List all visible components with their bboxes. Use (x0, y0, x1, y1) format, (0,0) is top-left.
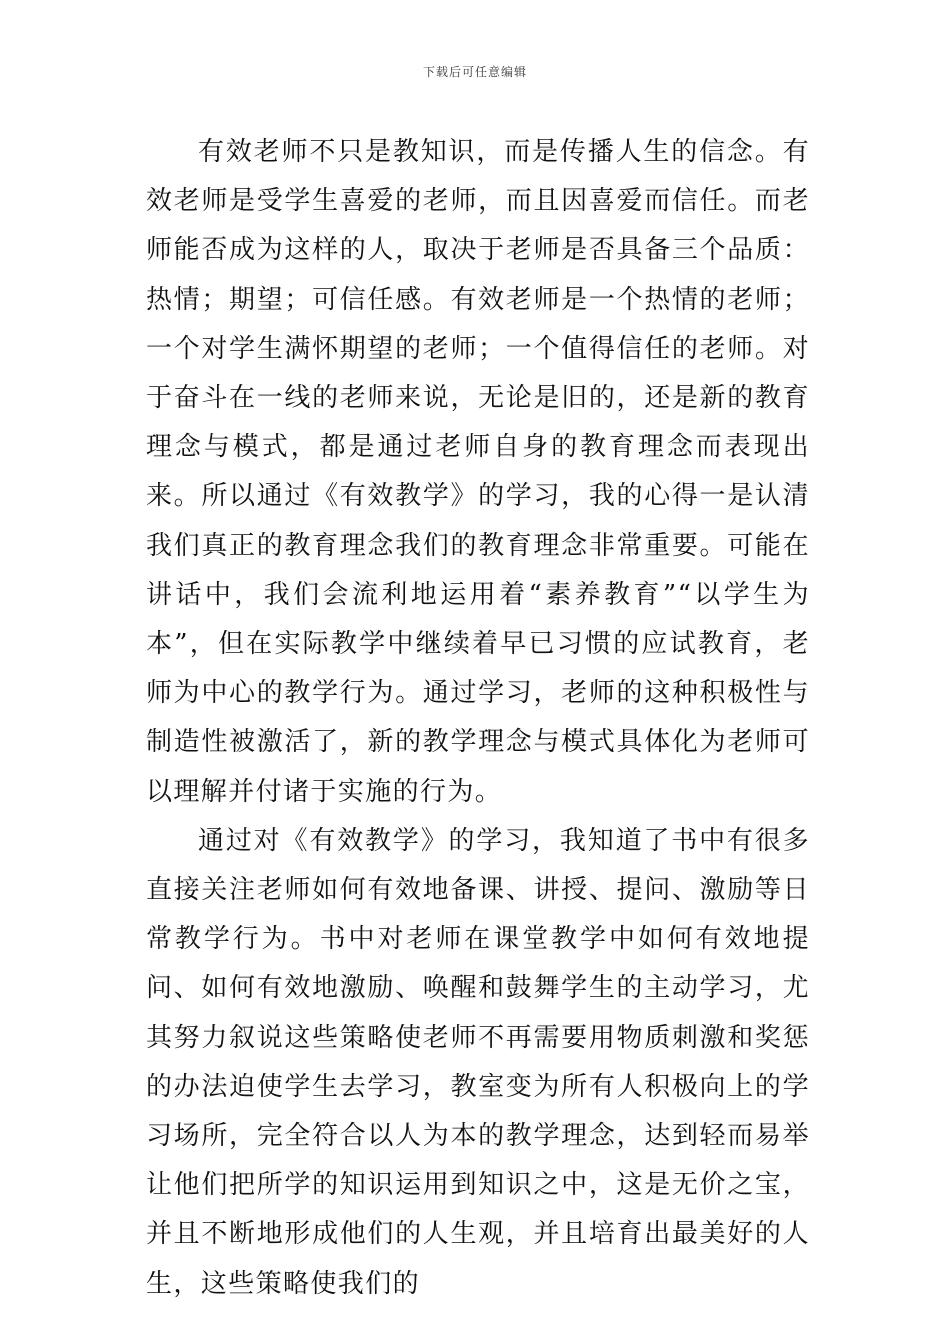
document-body (146, 128, 810, 1309)
paragraph-1: 有效老师不只是教知识，而是传播人生的信念。有效老师是受学生喜爱的老师，而且因喜爱而信任。而老师能否成为这样的人，取决于老师是否具备三个品质：热情；期望；可信任感。有效老师是一个热情的老师；一个对学生满怀期望的老师；一个值得信任的老师。对于奋斗在一线的老师来说，无论是旧的，还是新的教育理念与模式，都是通过老师自身的教育理念而表现出来。所以通过《有效教学》的学习，我的心得一是认清我们真正的教育理念我们的教育理念非常重要。可能在讲话中，我们会流利地运用着“素养教育”“以学生为本”，但在实际教学中继续着早已习惯的应试教育，老师为中心的教学行为。通过学习，老师的这种积极性与制造性被激活了，新的教学理念与模式具体化为老师可以理解并付诸于实施的行为。 (146, 137, 810, 807)
paragraph-2: 通过对《有效教学》的学习，我知道了书中有很多直接关注老师如何有效地备课、讲授、提问、激励等日常教学行为。书中对老师在课堂教学中如何有效地提问、如何有效地激励、唤醒和鼓舞学生的主动学习，尤其努力叙说这些策略使老师不再需要用物质刺激和奖惩的办法迫使学生去学习，教室变为所有人积极向上的学习场所，完全符合以人为本的教学理念，达到轻而易举让他们把所学的知识运用到知识之中，这是无价之宝，并且不断地形成他们的人生观，并且培育出最美好的人生，这些策略使我们的 (146, 825, 810, 1299)
page-header: 下载后可任意编辑 (422, 65, 527, 79)
